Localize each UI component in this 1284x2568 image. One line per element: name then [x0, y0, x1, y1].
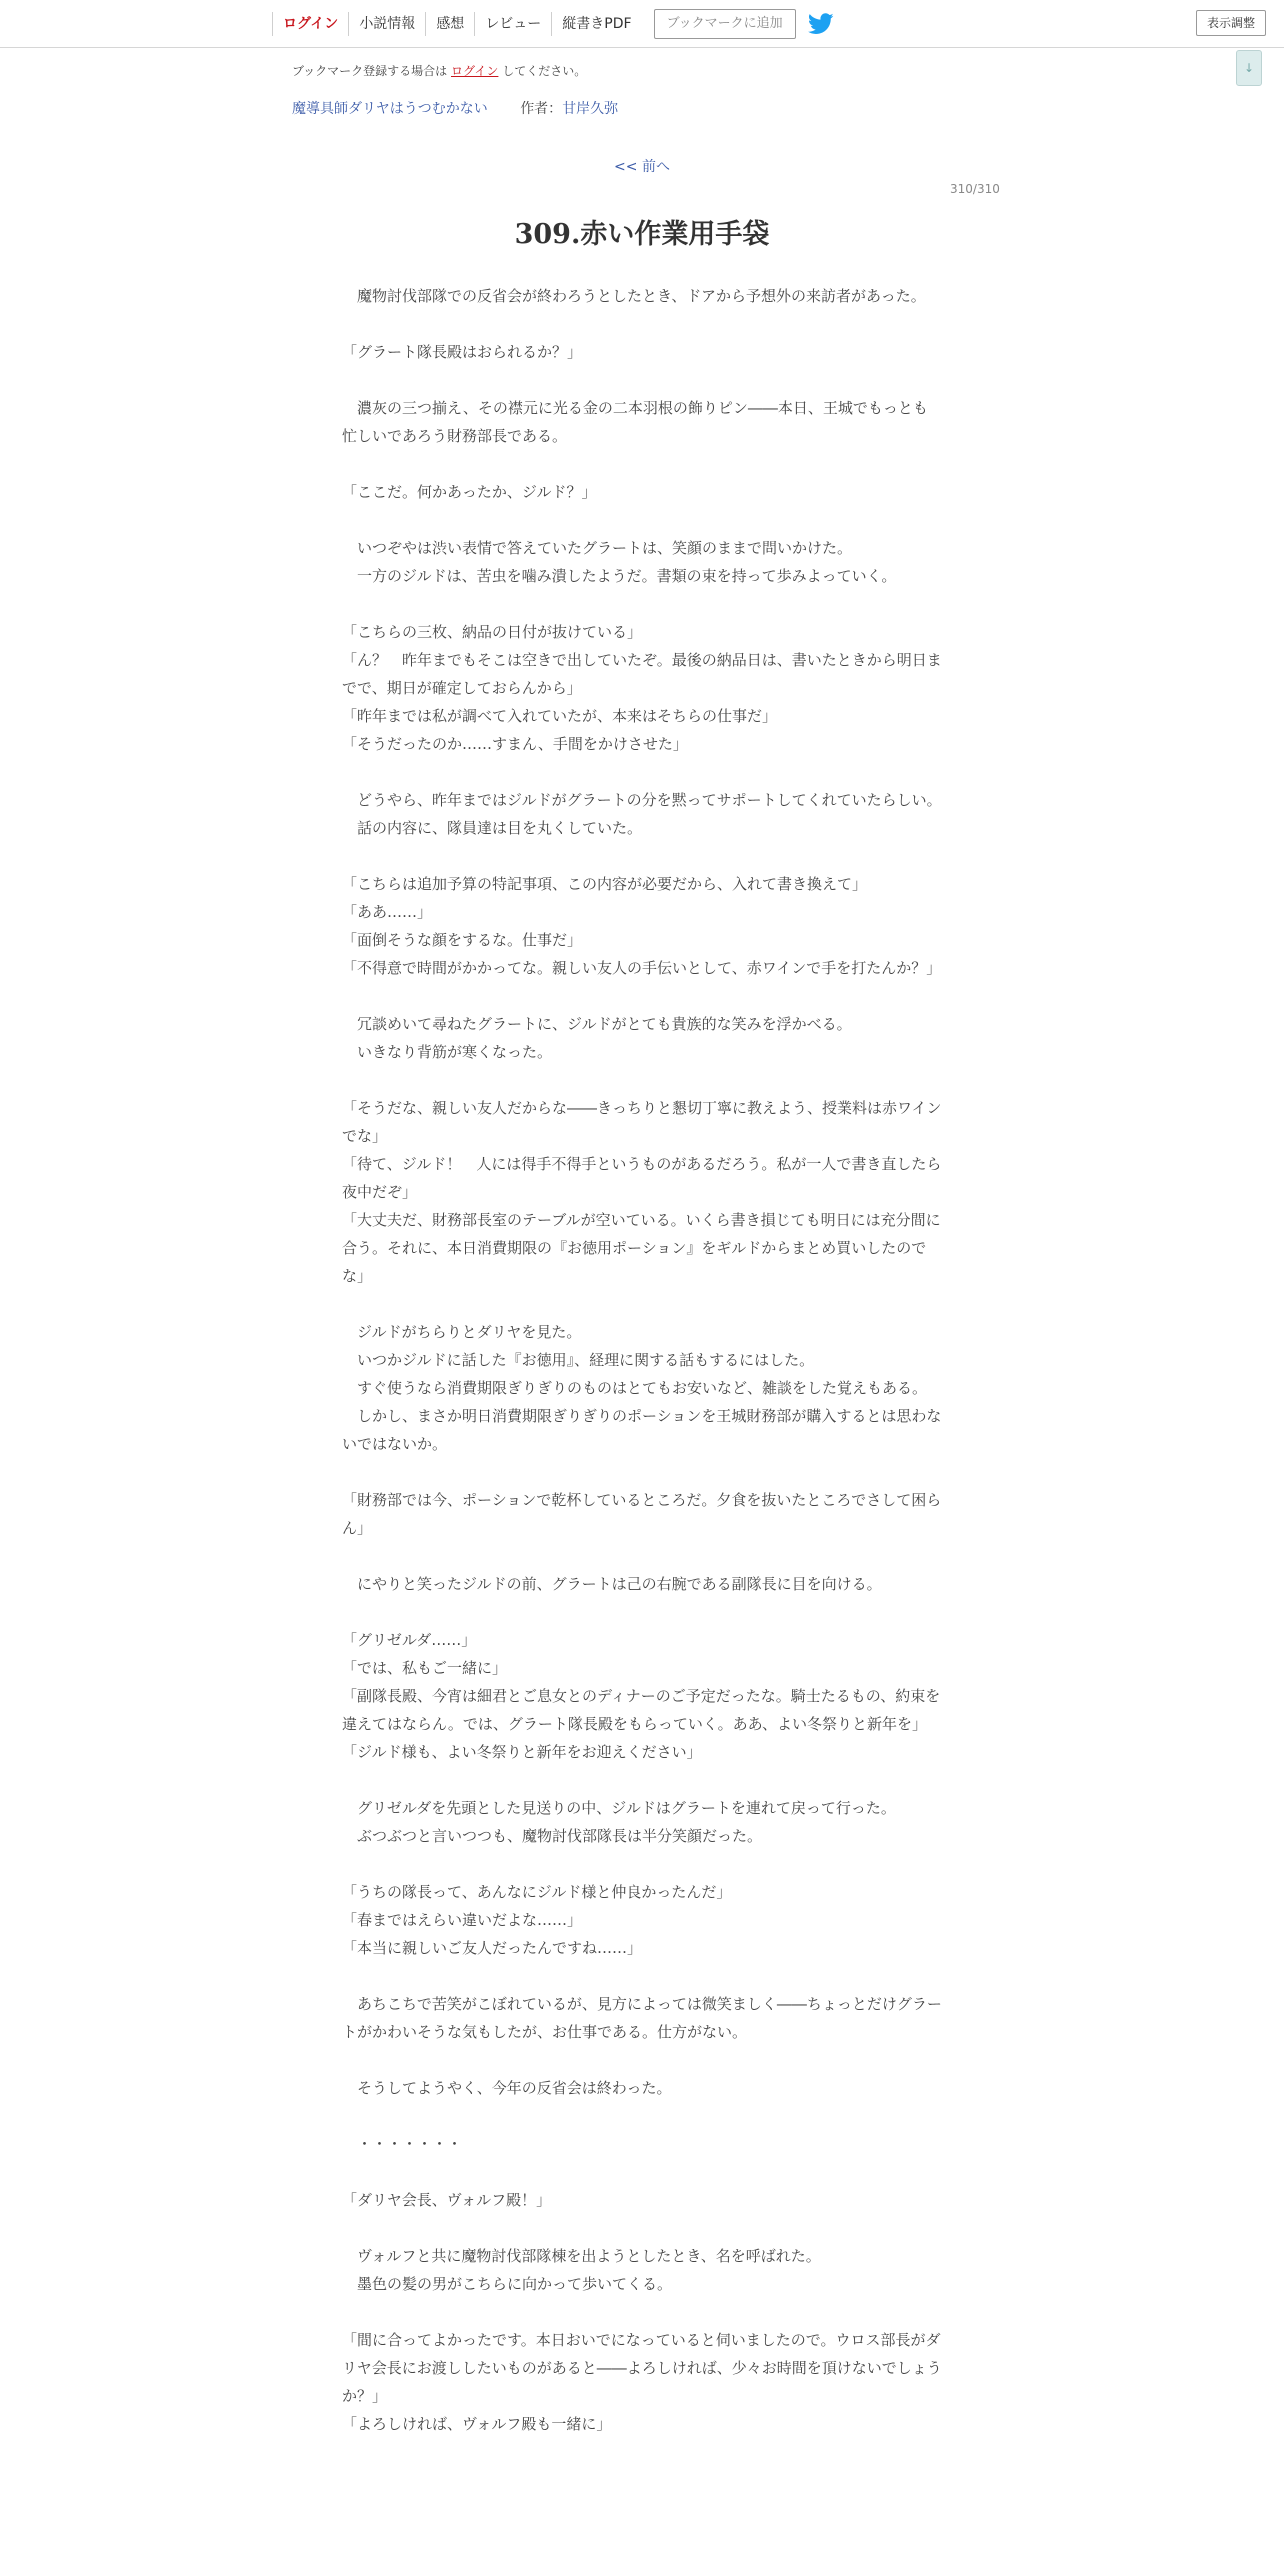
bookmark-note-suffix: してください。 [502, 64, 587, 78]
body-paragraph: 「副隊長殿、今宵は細君とご息女とのディナーのご予定だったな。騎士たるもの、約束を違えてはならん。では、グラート隊長殿をもらっていく。ああ、よい冬祭りと新年を」 [342, 1687, 941, 1733]
blank-line [342, 310, 942, 338]
blank-line [342, 590, 942, 618]
nav-vertical-pdf[interactable]: 縦書きPDF [551, 12, 641, 36]
chapter-title: 309.赤い作業用手袋 [514, 219, 770, 250]
body-paragraph: 「昨年までは私が調べて入れていたが、本来はそちらの仕事だ」 [342, 707, 778, 725]
body-paragraph: 「ダリヤ会長、ヴォルフ殿！」 [342, 2191, 552, 2209]
body-paragraph: あちこちで苦笑がこぼれているが、見方によっては微笑ましく――ちょっとだけグラートがかわいそうな気もしたが、お仕事である。仕方がない。 [342, 1995, 942, 2041]
body-paragraph: 冗談めいて尋ねたグラートに、ジルドがとても貴族的な笑みを浮かべる。 [342, 1015, 852, 1033]
bookmark-note-login-link[interactable]: ログイン [451, 64, 499, 78]
body-paragraph: 「ジルド様も、よい冬祭りと新年をお迎えください」 [342, 1743, 702, 1761]
blank-line [342, 2102, 942, 2130]
blank-line [342, 758, 942, 786]
body-paragraph: ヴォルフと共に魔物討伐部隊棟を出ようとしたとき、名を呼ばれた。 [342, 2247, 821, 2265]
blank-line [342, 366, 942, 394]
body-paragraph: グリゼルダを先頭とした見送りの中、ジルドはグラートを連れて戻って行った。 [342, 1799, 896, 1817]
blank-line [342, 1066, 942, 1094]
body-paragraph: 「待て、ジルド！ 人には得手不得手というものがあるだろう。私が一人で書き直したら夜中だぞ」 [342, 1155, 942, 1201]
body-paragraph: 「うちの隊長って、あんなにジルド様と仲良かったんだ」 [342, 1883, 732, 1901]
body-paragraph: 「財務部では今、ポーションで乾杯しているところだ。夕食を抜いたところでさして困らん」 [342, 1491, 942, 1537]
body-paragraph: しかし、まさか明日消費期限ぎりぎりのポーションを王城財務部が購入するとは思わないではないか。 [342, 1407, 942, 1453]
blank-line [342, 450, 942, 478]
body-paragraph: そうしてようやく、今年の反省会は終わった。 [342, 2079, 672, 2097]
body-paragraph: 「そうだったのか……すまん、手間をかけさせた」 [342, 735, 688, 753]
body-paragraph: いつかジルドに話した『お徳用』、経理に関する話もするにはした。 [342, 1351, 815, 1369]
body-paragraph: 「ああ……」 [342, 903, 433, 921]
body-paragraph: いつぞやは渋い表情で答えていたグラートは、笑顔のままで問いかけた。 [342, 539, 853, 557]
blank-line [342, 842, 942, 870]
chapter-page-number: 310/310 [950, 182, 1000, 196]
body-paragraph: 濃灰の三つ揃え、その襟元に光る金の二本羽根の飾りピン――本日、王城でもっとも忙しいであろう財務部長である。 [342, 399, 928, 445]
body-paragraph: 話の内容に、隊員達は目を丸くしていた。 [342, 819, 643, 837]
blank-line [342, 982, 942, 1010]
body-paragraph: 「そうだな、親しい友人だからな――きっちりと懇切丁寧に教えよう、授業料は赤ワインでな」 [342, 1099, 942, 1145]
author-link[interactable]: 甘岸久弥 [562, 101, 619, 117]
body-paragraph: 魔物討伐部隊での反省会が終わろうとしたとき、ドアから予想外の来訪者があった。 [342, 287, 926, 305]
twitter-share-button[interactable] [806, 9, 836, 39]
body-paragraph: 「不得意で時間がかかってな。親しい友人の手伝いとして、赤ワインで手を打たんか？」 [342, 959, 942, 977]
novel-title-link[interactable]: 魔導具師ダリヤはうつむかない [292, 101, 488, 117]
blank-line [342, 2046, 942, 2074]
bookmark-login-note [292, 62, 586, 79]
prev-chapter-link[interactable]: << 前へ [614, 159, 670, 175]
blank-line [342, 2298, 942, 2326]
body-paragraph: 「面倒そうな顔をするな。仕事だ」 [342, 931, 583, 949]
body-paragraph: ぶつぶつと言いつつも、魔物討伐部隊長は半分笑顔だった。 [342, 1827, 763, 1845]
nav-menu [272, 0, 836, 48]
scroll-down-tab[interactable] [1236, 50, 1262, 86]
nav-reviews[interactable]: レビュー [474, 12, 551, 36]
blank-line [342, 1850, 942, 1878]
blank-line [342, 2214, 942, 2242]
display-settings-button[interactable]: 表示調整 [1196, 10, 1266, 36]
blank-line [342, 1766, 942, 1794]
body-paragraph: にやりと笑ったジルドの前、グラートは己の右腕である副隊長に目を向ける。 [342, 1575, 882, 1593]
body-paragraph: 「こちらは追加予算の特記事項、この内容が必要だから、入れて書き換えて」 [342, 875, 868, 893]
body-paragraph: 「では、私もご一緒に」 [342, 1659, 508, 1677]
blank-line [342, 1598, 942, 1626]
blank-line [342, 506, 942, 534]
body-paragraph: ・・・・・・・ [342, 2135, 463, 2153]
body-paragraph: 「本当に親しいご友人だったんですね……」 [342, 1939, 643, 1957]
blank-line [342, 1290, 942, 1318]
body-paragraph: 「こちらの三枚、納品の日付が抜けている」 [342, 623, 643, 641]
blank-line [342, 1542, 942, 1570]
twitter-bird-icon [808, 13, 834, 35]
body-paragraph: すぐ使うなら消費期限ぎりぎりのものはとてもお安いなど、雑談をした覚えもある。 [342, 1379, 928, 1397]
nav-login[interactable]: ログイン [272, 12, 348, 36]
body-paragraph: いきなり背筋が寒くなった。 [342, 1043, 553, 1061]
blank-line [342, 1458, 942, 1486]
add-bookmark-button[interactable]: ブックマークに追加 [654, 9, 796, 39]
body-paragraph: ジルドがちらりとダリヤを見た。 [342, 1323, 582, 1341]
chapter-body [342, 282, 942, 2438]
body-paragraph: 墨色の髪の男がこちらに向かって歩いてくる。 [342, 2275, 673, 2293]
body-paragraph: どうやら、昨年まではジルドがグラートの分を黙ってサポートしてくれていたらしい。 [342, 791, 942, 809]
body-paragraph: 「ここだ。何かあったか、ジルド？」 [342, 483, 597, 501]
body-paragraph: 一方のジルドは、苦虫を噛み潰したようだ。書類の束を持って歩みよっていく。 [342, 567, 897, 585]
body-paragraph: 「間に合ってよかったです。本日おいでになっていると伺いましたので。ウロス部長がダリヤ会長にお渡ししたいものがあると――よろしければ、少々お時間を頂けないでしょうか？」 [342, 2331, 942, 2405]
body-paragraph: 「グラート隊長殿はおられるか？」 [342, 343, 583, 361]
novel-header [292, 98, 618, 118]
nav-impressions[interactable]: 感想 [425, 12, 474, 36]
body-paragraph: 「よろしければ、ヴォルフ殿も一緒に」 [342, 2415, 612, 2433]
body-paragraph: 「ん？ 昨年までもそこは空きで出していたぞ。最後の納品日は、書いたときから明日までで、期日が確定しておらんから」 [342, 651, 942, 697]
blank-line [342, 1962, 942, 1990]
author-label: 作者： [520, 101, 563, 117]
down-arrow-icon: ↓ [1243, 61, 1255, 75]
nav-novel-info[interactable]: 小説情報 [348, 12, 425, 36]
body-paragraph: 「春まではえらい違いだよな……」 [342, 1911, 583, 1929]
blank-line [342, 2158, 942, 2186]
body-paragraph: 「大丈夫だ、財務部長室のテーブルが空いている。いくら書き損じても明日には充分間に合う。それに、本日消費期限の『お徳用ポーション』をギルドからまとめ買いしたのでな」 [342, 1211, 941, 1285]
body-paragraph: 「グリゼルダ……」 [342, 1631, 477, 1649]
top-navigation-bar [0, 0, 1284, 48]
bookmark-note-prefix: ブックマーク登録する場合は [292, 64, 448, 78]
